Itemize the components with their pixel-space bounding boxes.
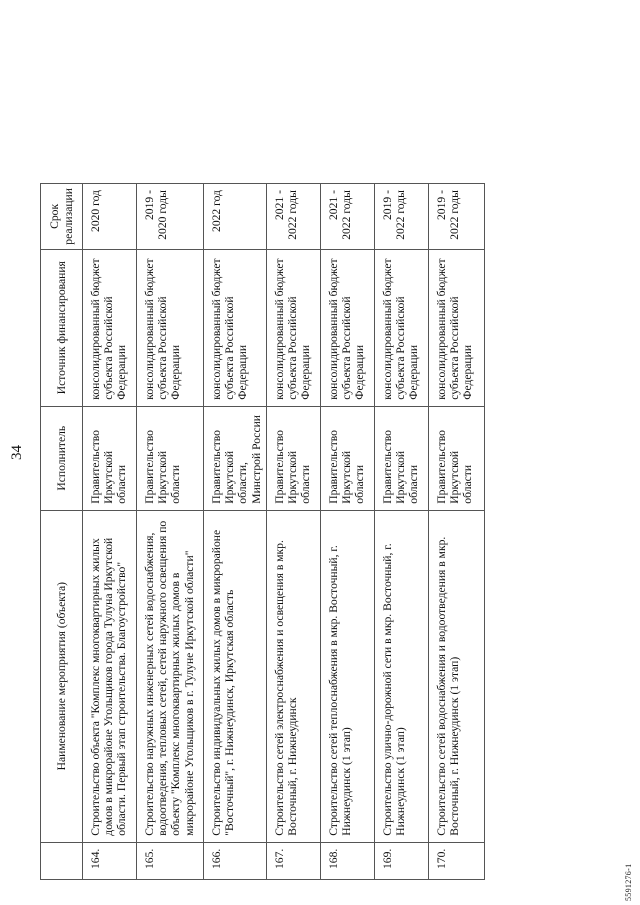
- header-num: [41, 842, 83, 879]
- executor: Правительство Иркутской области: [428, 406, 484, 510]
- table-row: [204, 184, 267, 880]
- page-number: 34: [9, 445, 25, 460]
- document-code: 5591276-1: [624, 863, 633, 901]
- term: 2022 год: [204, 184, 267, 250]
- table-row: [320, 184, 374, 880]
- term: 2019 - 2022 годы: [374, 184, 428, 250]
- executor: Правительство Иркутской области: [266, 406, 320, 510]
- funding-source: консолидированный бюджет субъекта Российской Федерации: [204, 249, 267, 406]
- row-number: 166.: [204, 842, 267, 879]
- header-term: Срок реализации: [41, 184, 83, 250]
- executor: Правительство Иркутской области: [374, 406, 428, 510]
- measure-name: Строительство объекта "Комплекс многоквартирных жилых домов в микрорайоне Угольщиков города Тулуна Иркутской области. Первый этап строительства. Благоустройство": [83, 510, 137, 842]
- funding-source: консолидированный бюджет субъекта Российской Федерации: [266, 249, 320, 406]
- measure-name: Строительство улично-дорожной сети в мкр. Восточный, г. Нижнеудинск (1 этап): [374, 510, 428, 842]
- row-number: 165.: [137, 842, 204, 879]
- measure-name: Строительство наружных инженерных сетей водоснабжения, водоотведения, тепловых сетей, сетей наружного освещения по объекту "Комплекс многоквартирных жилых домов в микрорайоне Угольщиков в г. Тулуне Иркутской области": [137, 510, 204, 842]
- header-executor: Исполнитель: [41, 406, 83, 510]
- measure-name: Строительство сетей водоснабжения и водоотведения в мкр. Восточный, г. Нижнеудинск (1 этап): [428, 510, 484, 842]
- row-number: 168.: [320, 842, 374, 879]
- row-number: 167.: [266, 842, 320, 879]
- table-row: [374, 184, 428, 880]
- table-row: [428, 184, 484, 880]
- term: 2021 - 2022 годы: [320, 184, 374, 250]
- header-name: Наименование мероприятия (объекта): [41, 510, 83, 842]
- table-row: [83, 184, 137, 880]
- term: 2021 - 2022 годы: [266, 184, 320, 250]
- executor: Правительство Иркутской области, Минстрой России: [204, 406, 267, 510]
- executor: Правительство Иркутской области: [137, 406, 204, 510]
- row-number: 169.: [374, 842, 428, 879]
- term: 2019 - 2022 годы: [428, 184, 484, 250]
- header-source: Источник финансирования: [41, 249, 83, 406]
- funding-source: консолидированный бюджет субъекта Российской Федерации: [320, 249, 374, 406]
- row-number: 164.: [83, 842, 137, 879]
- term: 2020 год: [83, 184, 137, 250]
- row-number: 170.: [428, 842, 484, 879]
- table-row: [137, 184, 204, 880]
- measures-table: [40, 183, 485, 880]
- term: 2019 - 2020 годы: [137, 184, 204, 250]
- measure-name: Строительство индивидуальных жилых домов в микрорайоне "Восточный", г. Нижнеудинск, Иркутская область: [204, 510, 267, 842]
- table-header-row: [41, 184, 83, 880]
- funding-source: консолидированный бюджет субъекта Российской Федерации: [374, 249, 428, 406]
- funding-source: консолидированный бюджет субъекта Российской Федерации: [137, 249, 204, 406]
- executor: Правительство Иркутской области: [83, 406, 137, 510]
- table-row: [266, 184, 320, 880]
- executor: Правительство Иркутской области: [320, 406, 374, 510]
- measure-name: Строительство сетей теплоснабжения в мкр. Восточный, г. Нижнеудинск (1 этап): [320, 510, 374, 842]
- funding-source: консолидированный бюджет субъекта Российской Федерации: [83, 249, 137, 406]
- measure-name: Строительство сетей электроснабжения и освещения в мкр. Восточный, г. Нижнеудинск: [266, 510, 320, 842]
- funding-source: консолидированный бюджет субъекта Российской Федерации: [428, 249, 484, 406]
